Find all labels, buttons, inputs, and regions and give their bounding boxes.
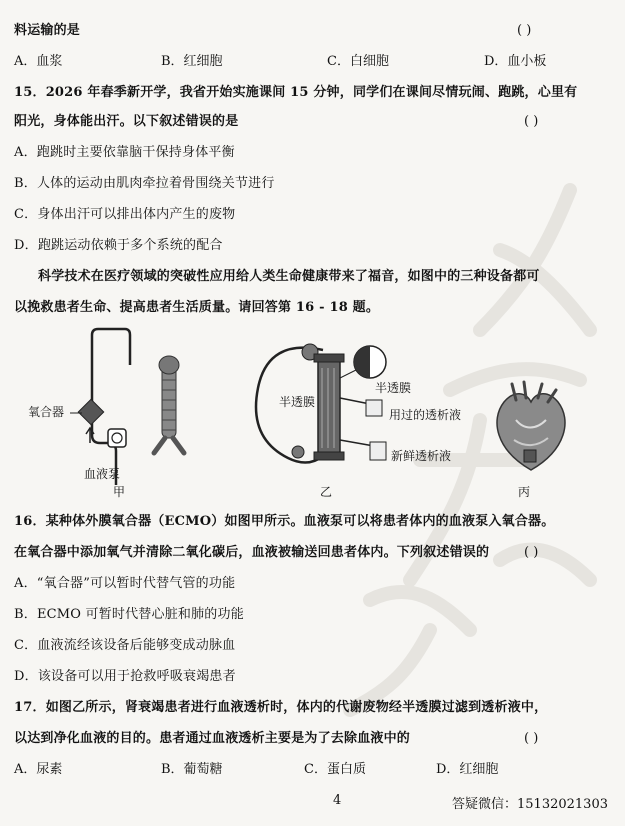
- q14-option-b: B．红细胞: [161, 54, 223, 69]
- label-fresh-dialysate: 新鲜透析液: [391, 449, 452, 463]
- q17-option-d: D．红细胞: [436, 762, 499, 777]
- q16-option-a: A．“氧合器”可以暂时代替气管的功能: [14, 576, 236, 591]
- label-used-dialysate: 用过的透析液: [389, 408, 462, 422]
- q17-answer-paren: ( ): [524, 731, 539, 746]
- q17-stem-line2: 以达到净化血液的目的。患者通过血液透析主要是为了去除血液中的: [14, 731, 411, 746]
- q17-option-a: A．尿素: [14, 762, 63, 777]
- intro-line2: 以挽救患者生命、提高患者生活质量。请回答第 16 - 18 题。: [14, 300, 380, 315]
- q16-stem-line1: 16．某种体外膜氧合器（ECMO）如图甲所示。血液泵可以将患者体内的血液泵入氧合器。: [14, 514, 555, 529]
- label-oxygenator: 氧合器: [28, 405, 65, 419]
- q15-stem-line2: 阳光，身体能出汗。以下叙述错误的是: [14, 114, 239, 129]
- caption-jia: 甲: [113, 485, 126, 499]
- q15-option-c: C．身体出汗可以排出体内产生的废物: [14, 207, 236, 222]
- q17-stem-line1: 17．如图乙所示，肾衰竭患者进行血液透析时，体内的代谢废物经半透膜过滤到透析液中，: [14, 700, 548, 715]
- q15-stem-line1: 15．2026 年春季新开学，我省开始实施课间 15 分钟，同学们在课间尽情玩闹、跑跳，心里有: [14, 85, 578, 100]
- q14-option-d: D．血小板: [484, 54, 547, 69]
- q17-option-b: B．葡萄糖: [161, 762, 223, 777]
- caption-yi: 乙: [320, 485, 333, 499]
- intro-line1: 科学技术在医疗领域的突破性应用给人类生命健康带来了福音，如图中的三种设备都可: [38, 269, 540, 284]
- q15-answer-paren: ( ): [524, 114, 539, 129]
- q14-option-a: A．血浆: [14, 54, 63, 69]
- q16-option-c: C．血液流经该设备后能够变成动脉血: [14, 638, 236, 653]
- q15-option-b: B．人体的运动由肌肉牵拉着骨围绕关节进行: [14, 176, 275, 191]
- q14-answer-paren: ( ): [517, 23, 532, 38]
- q16-stem-line2: 在氧合器中添加氧气并清除二氧化碳后，血液被输送回患者体内。下列叙述错误的: [14, 545, 490, 560]
- q16-answer-paren: ( ): [524, 545, 539, 560]
- label-semi-membrane-right: 半透膜: [375, 381, 412, 395]
- page-number: 4: [333, 793, 342, 808]
- q17-option-c: C．蛋白质: [304, 762, 366, 777]
- q16-option-b: B．ECMO 可暂时代替心脏和肺的功能: [14, 607, 244, 622]
- q14-option-c: C．白细胞: [327, 54, 389, 69]
- label-blood-pump: 血液泵: [84, 467, 121, 481]
- figure-bing-artificial-heart: [486, 380, 576, 475]
- q16-option-d: D．该设备可以用于抢救呼吸衰竭患者: [14, 669, 236, 684]
- q14-stem-tail: 料运输的是: [14, 23, 81, 38]
- q15-option-a: A．跑跳时主要依靠脑干保持身体平衡: [14, 145, 235, 160]
- footer-contact: 答疑微信：15132021303: [452, 797, 608, 812]
- caption-bing: 丙: [518, 485, 531, 499]
- label-semi-membrane-left: 半透膜: [279, 395, 316, 409]
- q15-option-d: D．跑跳运动依赖于多个系统的配合: [14, 238, 223, 253]
